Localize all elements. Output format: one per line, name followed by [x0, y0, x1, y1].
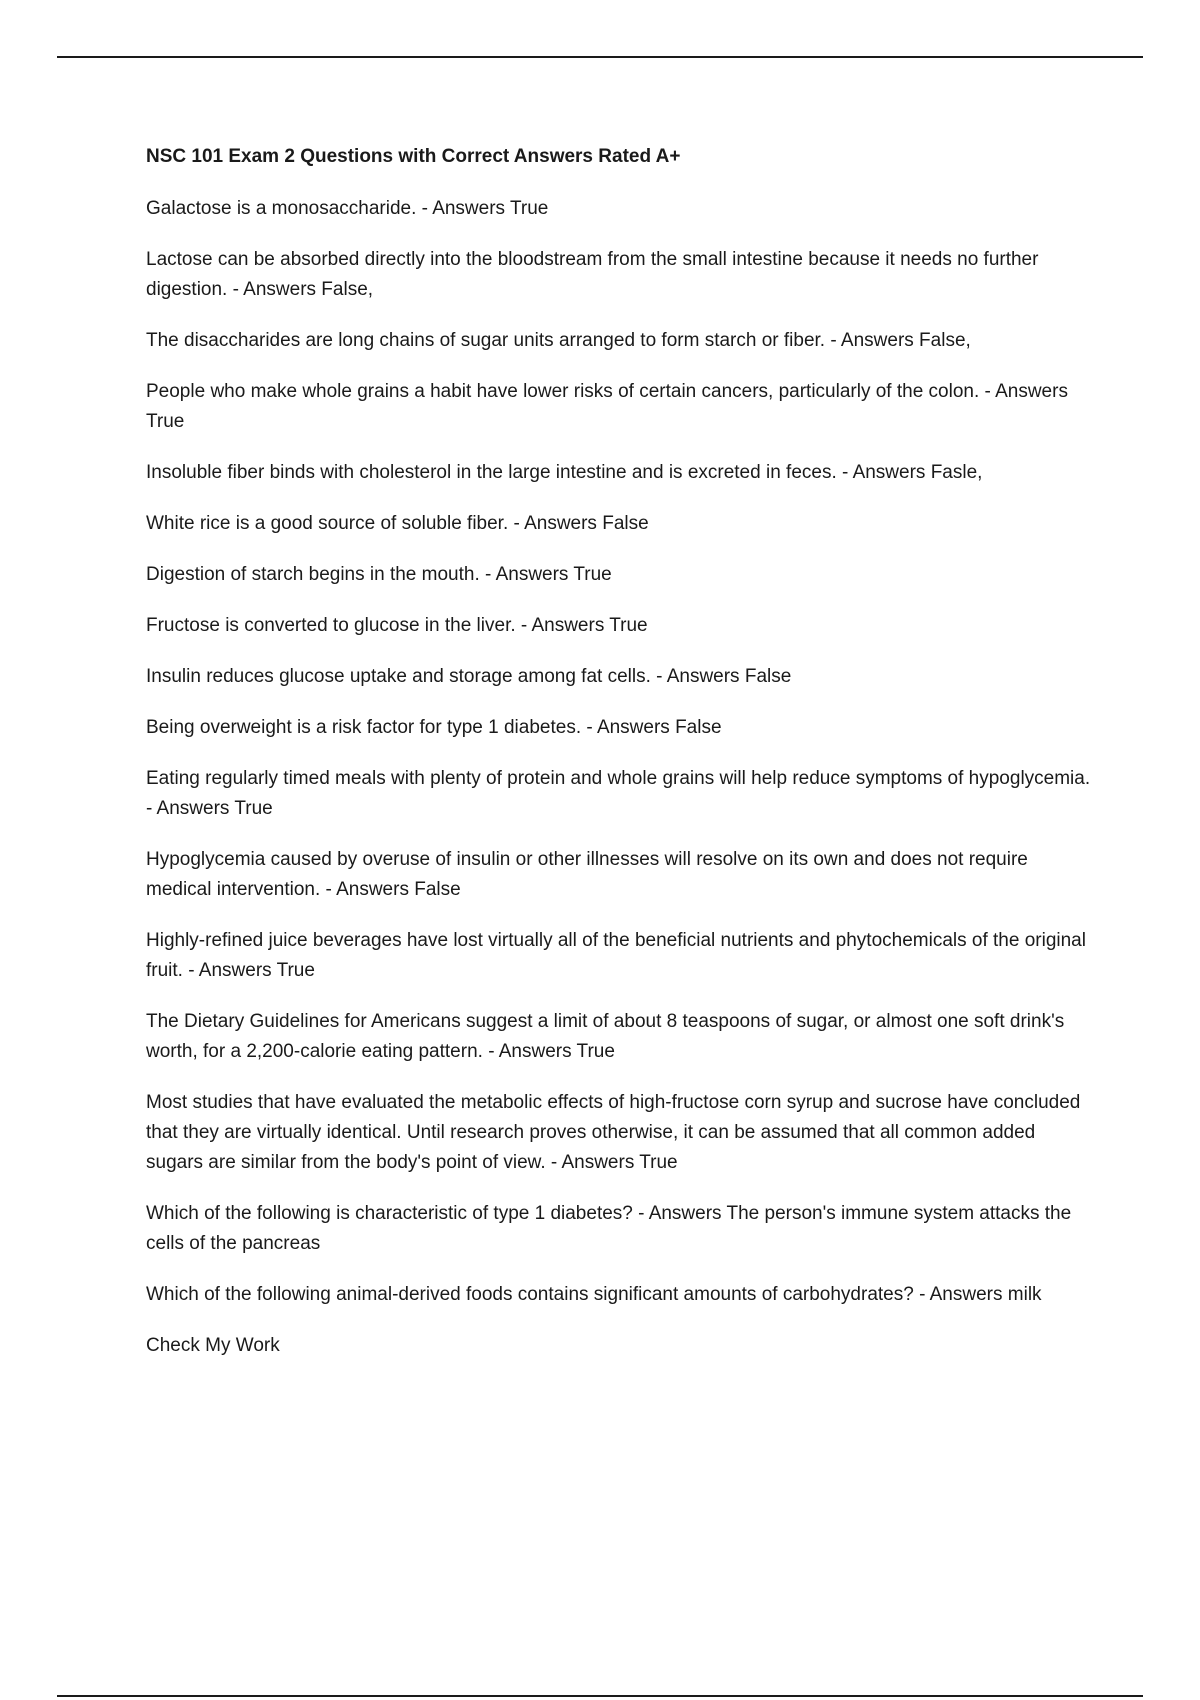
qa-item-11: Eating regularly timed meals with plenty of protein and whole grains will help reduce symptoms of hypoglycemia. - Answers True: [146, 768, 1091, 819]
qa-item-5: Insoluble fiber binds with cholesterol in the large intestine and is excreted in feces. - Answers Fasle,: [146, 462, 983, 483]
document-body: [146, 142, 1096, 1361]
qa-item-2: Lactose can be absorbed directly into the bloodstream from the small intestine because it needs no further digestion. - Answers False,: [146, 249, 1039, 300]
qa-item-8: Fructose is converted to glucose in the liver. - Answers True: [146, 615, 648, 636]
document-title: NSC 101 Exam 2 Questions with Correct Answers Rated A+: [146, 146, 681, 167]
header-rule: [57, 56, 1143, 58]
qa-item-10: Being overweight is a risk factor for type 1 diabetes. - Answers False: [146, 717, 722, 738]
qa-item-7: Digestion of starch begins in the mouth. - Answers True: [146, 564, 612, 585]
qa-item-9: Insulin reduces glucose uptake and storage among fat cells. - Answers False: [146, 666, 792, 687]
qa-item-3: The disaccharides are long chains of sugar units arranged to form starch or fiber. - Answers False,: [146, 330, 971, 351]
qa-item-1: Galactose is a monosaccharide. - Answers True: [146, 198, 549, 219]
check-my-work-text: Check My Work: [146, 1335, 280, 1356]
qa-item-14: The Dietary Guidelines for Americans suggest a limit of about 8 teaspoons of sugar, or almost one soft drink's worth, for a 2,200-calorie eating pattern. - Answers True: [146, 1011, 1065, 1062]
qa-item-16: Which of the following is characteristic of type 1 diabetes? - Answers The person's immune system attacks the cells of the pancreas: [146, 1203, 1072, 1254]
qa-item-13: Highly-refined juice beverages have lost virtually all of the beneficial nutrients and phytochemicals of the original fruit. - Answers True: [146, 930, 1086, 981]
qa-item-17: Which of the following animal-derived foods contains significant amounts of carbohydrates? - Answers milk: [146, 1284, 1042, 1305]
footer-rule: [57, 1695, 1143, 1697]
qa-item-4: People who make whole grains a habit have lower risks of certain cancers, particularly of the colon. - Answers True: [146, 381, 1068, 432]
qa-item-12: Hypoglycemia caused by overuse of insulin or other illnesses will resolve on its own and does not require medical intervention. - Answers False: [146, 849, 1028, 900]
qa-item-15: Most studies that have evaluated the metabolic effects of high-fructose corn syrup and sucrose have concluded that they are virtually identical. Until research proves otherwise, it can be assumed that all common added sugars are similar from the body's point of view. - Answers True: [146, 1092, 1081, 1173]
qa-item-6: White rice is a good source of soluble fiber. - Answers False: [146, 513, 649, 534]
